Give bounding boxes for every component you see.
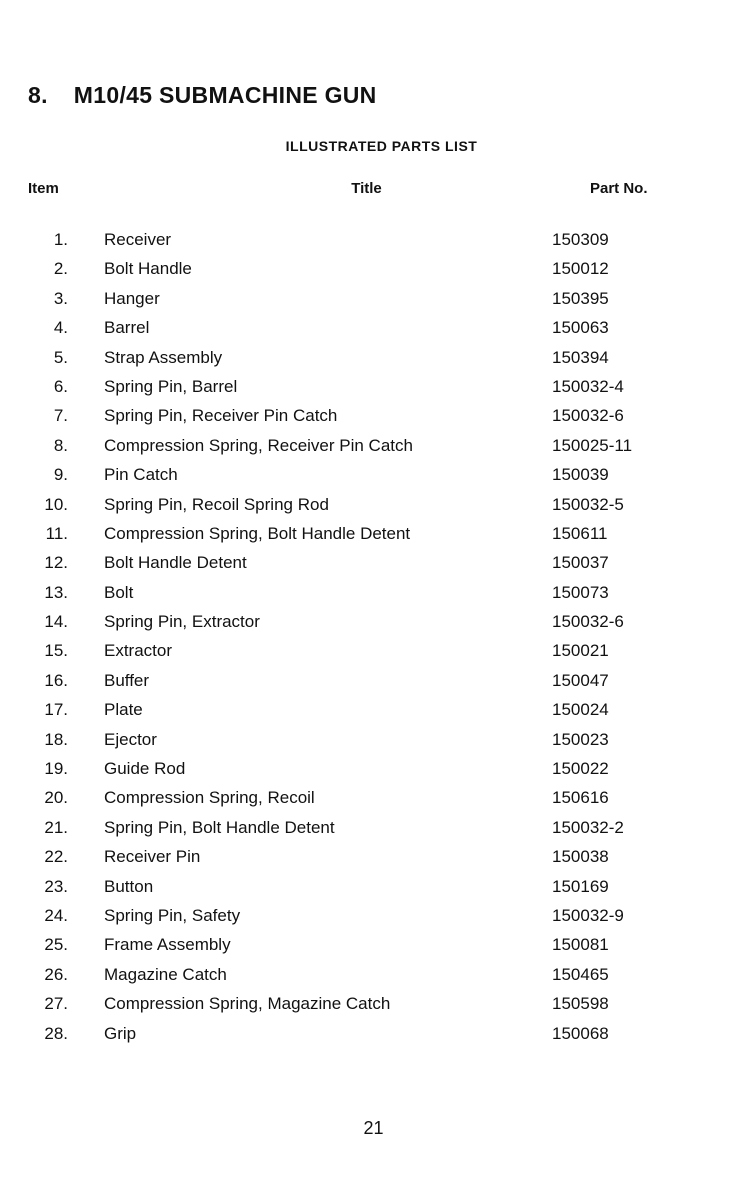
item-title: Spring Pin, Bolt Handle Detent [104,817,335,837]
item-number: 28. [44,1023,68,1043]
item-part-number: 150032-6 [552,612,624,632]
list-item [0,372,733,401]
list-item [0,813,733,842]
item-part-number: 150032-5 [552,494,624,514]
list-item [0,519,733,548]
item-title: Compression Spring, Receiver Pin Catch [104,435,413,455]
item-number: 16. [44,670,68,690]
page-number: 21 [363,1118,384,1138]
item-part-number: 150068 [552,1023,609,1043]
section-title: M10/45 SUBMACHINE GUN [73,82,377,108]
item-title: Button [104,876,154,896]
list-item [0,960,733,989]
item-title: Hanger [104,288,160,308]
list-item [0,901,733,930]
item-number: 9. [53,465,68,485]
list-item [0,783,733,812]
list-item [0,754,733,783]
item-number: 1. [53,230,68,249]
item-part-number: 150073 [552,582,609,602]
item-number: 5. [53,347,68,367]
item-part-number: 150024 [552,700,609,720]
item-title: Guide Rod [104,759,186,779]
item-title: Spring Pin, Recoil Spring Rod [104,494,329,514]
item-number: 24. [44,905,68,925]
item-number: 11. [45,523,68,543]
list-item [0,284,733,313]
item-title: Grip [104,1023,137,1043]
item-number: 3. [53,288,68,308]
list-item [0,431,733,460]
item-title: Compression Spring, Magazine Catch [104,994,391,1014]
section-heading [28,82,377,109]
item-number: 13. [44,582,68,602]
item-title: Bolt [104,582,134,602]
item-title: Receiver Pin [104,847,201,867]
item-part-number: 150081 [552,935,609,955]
item-number: 25. [44,935,68,955]
item-part-number: 150611 [552,523,608,543]
list-item [0,254,733,283]
list-item [0,872,733,901]
item-part-number: 150616 [552,788,609,808]
item-number: 8. [53,435,68,455]
parts-list [0,225,733,1048]
list-item [0,725,733,754]
list-item [0,989,733,1018]
item-part-number: 150169 [552,876,609,896]
item-part-number: 150022 [552,759,609,779]
item-part-number: 150037 [552,553,609,573]
item-title: Plate [104,700,143,720]
list-item [0,460,733,489]
item-title: Strap Assembly [104,347,223,367]
item-title: Extractor [104,641,173,661]
item-title: Buffer [104,670,150,690]
item-title: Barrel [104,318,150,338]
item-part-number: 150395 [552,288,609,308]
item-number: 22. [44,847,68,867]
item-part-number: 150063 [552,318,609,338]
item-part-number: 150025-11 [552,435,633,455]
list-item [0,313,733,342]
item-number: 4. [53,318,68,338]
item-part-number: 150465 [552,964,609,984]
list-item [0,578,733,607]
item-part-number: 150309 [552,230,609,249]
item-number: 7. [53,406,68,426]
item-title: Compression Spring, Recoil [104,788,315,808]
item-title: Bolt Handle Detent [104,553,247,573]
item-title: Spring Pin, Safety [104,905,241,925]
column-header-item: Item [28,180,59,197]
item-title: Bolt Handle [104,259,192,279]
item-number: 14. [44,612,68,632]
list-item [0,636,733,665]
item-part-number: 150032-4 [552,376,624,396]
item-number: 17. [44,700,68,720]
item-part-number: 150047 [552,670,609,690]
item-number: 19. [44,759,68,779]
item-title: Ejector [104,729,157,749]
item-number: 27. [44,994,68,1014]
list-item [0,401,733,430]
item-part-number: 150394 [552,347,609,367]
column-header-title: Title [351,180,382,197]
list-item [0,1019,733,1048]
item-part-number: 150032-9 [552,905,624,925]
item-number: 6. [53,376,68,396]
item-number: 2. [53,259,68,279]
list-item [0,343,733,372]
item-number: 15. [44,641,68,661]
list-item [0,842,733,871]
item-part-number: 150021 [552,641,609,661]
list-item [0,225,733,254]
item-title: Magazine Catch [104,964,227,984]
item-part-number: 150032-6 [552,406,624,426]
item-part-number: 150598 [552,994,609,1014]
item-number: 18. [44,729,68,749]
item-part-number: 150039 [552,465,609,485]
item-title: Spring Pin, Extractor [104,612,260,632]
list-item [0,666,733,695]
item-number: 10. [44,494,68,514]
item-title: Spring Pin, Receiver Pin Catch [104,406,338,426]
item-number: 26. [44,964,68,984]
item-part-number: 150038 [552,847,609,867]
item-number: 21. [44,817,68,837]
item-title: Receiver [104,230,172,249]
item-title: Spring Pin, Barrel [104,376,238,396]
list-item [0,490,733,519]
section-number: 8. [28,82,48,108]
item-number: 23. [44,876,68,896]
list-item [0,695,733,724]
item-part-number: 150032-2 [552,817,624,837]
item-part-number: 150023 [552,729,609,749]
list-item [0,930,733,959]
list-item [0,607,733,636]
parts-list-subheading: ILLUSTRATED PARTS LIST [285,138,478,154]
item-title: Pin Catch [104,465,178,485]
list-item [0,548,733,577]
item-number: 12. [44,553,68,573]
item-part-number: 150012 [552,259,609,279]
item-title: Compression Spring, Bolt Handle Detent [104,523,411,543]
item-title: Frame Assembly [104,935,231,955]
column-header-part-no: Part No. [590,180,648,197]
item-number: 20. [44,788,68,808]
